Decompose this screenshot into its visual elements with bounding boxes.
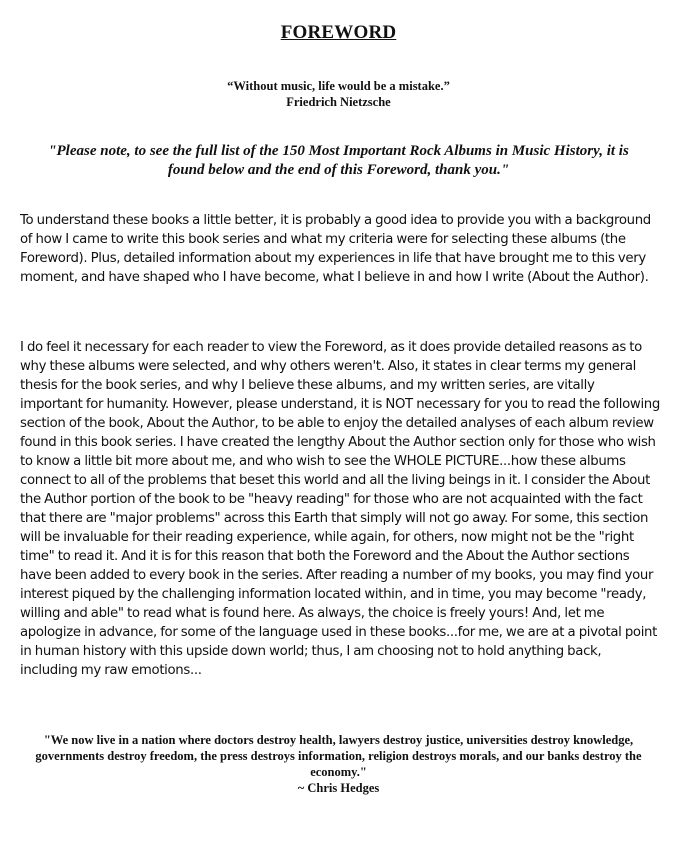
body-paragraph-2: I do feel it necessary for each reader to view the Foreword, as it does provide detailed reasons as to why these albums were selected, and why others weren't. Also, it states in clear terms my general thesis for the book series, and why I believe these albums, and my written series, are vitally important for humanity. However, please understand, it is NOT necessary for you to read the following section of the book, About the Author, to be able to enjoy the detailed analyses of each album review found in this book series. I have created the lengthy About the Author section only for those who wish to know a little bit more about me, and who wish to see the WHOLE PICTURE...how these albums connect to all of the problems that beset this world and all the living beings in it. I consider the About the Author portion of the book to be "heavy reading" for those who are not acquainted with the fact that there are "major problems" across this Earth that simply will not go away. For some, this section will be invaluable for their reading experience, while again, for others, now might not be the "right time" to read it. And it is for this reason that both the Foreword and the About the Author sections have been added to every book in the series. After reading a number of my books, you may find your interest piqued by the challenging information located within, and in time, you may become "ready, willing and able" to read what is found here. As always, the choice is freely yours! And, let me apologize in advance, for some of the language used in these books...for me, we are at a pivotal point in human history with this upside down world; thus, I am choosing not to hold anything back, including my raw emotions... <box>20 340 660 678</box>
closing-quote-text: "We now live in a nation where doctors destroy health, lawyers destroy justice, universities destroy knowledge, governments destroy freedom, the press destroys information, religion destroys morals, and our banks destroy the economy." <box>35 733 642 779</box>
closing-quote <box>20 732 657 796</box>
closing-quote-author: ~ Chris Hedges <box>297 781 380 795</box>
page-title: FOREWORD <box>280 22 397 43</box>
epigraph-author: Friedrich Nietzsche <box>286 95 391 109</box>
note-text: "Please note, to see the full list of the 150 Most Important Rock Albums in Music History, it is found below and the end of this Foreword, thank you." <box>48 143 629 178</box>
epigraph <box>0 78 677 110</box>
body-paragraph-1: To understand these books a little better, it is probably a good idea to provide you with a background of how I came to write this book series and what my criteria were for selecting these albums (the Foreword). Plus, detailed information about my experiences in life that have brought me to this very moment, and have shaped who I have become, what I believe in and how I write (About the Author). <box>20 213 651 285</box>
epigraph-quote: “Without music, life would be a mistake.” <box>227 79 450 93</box>
